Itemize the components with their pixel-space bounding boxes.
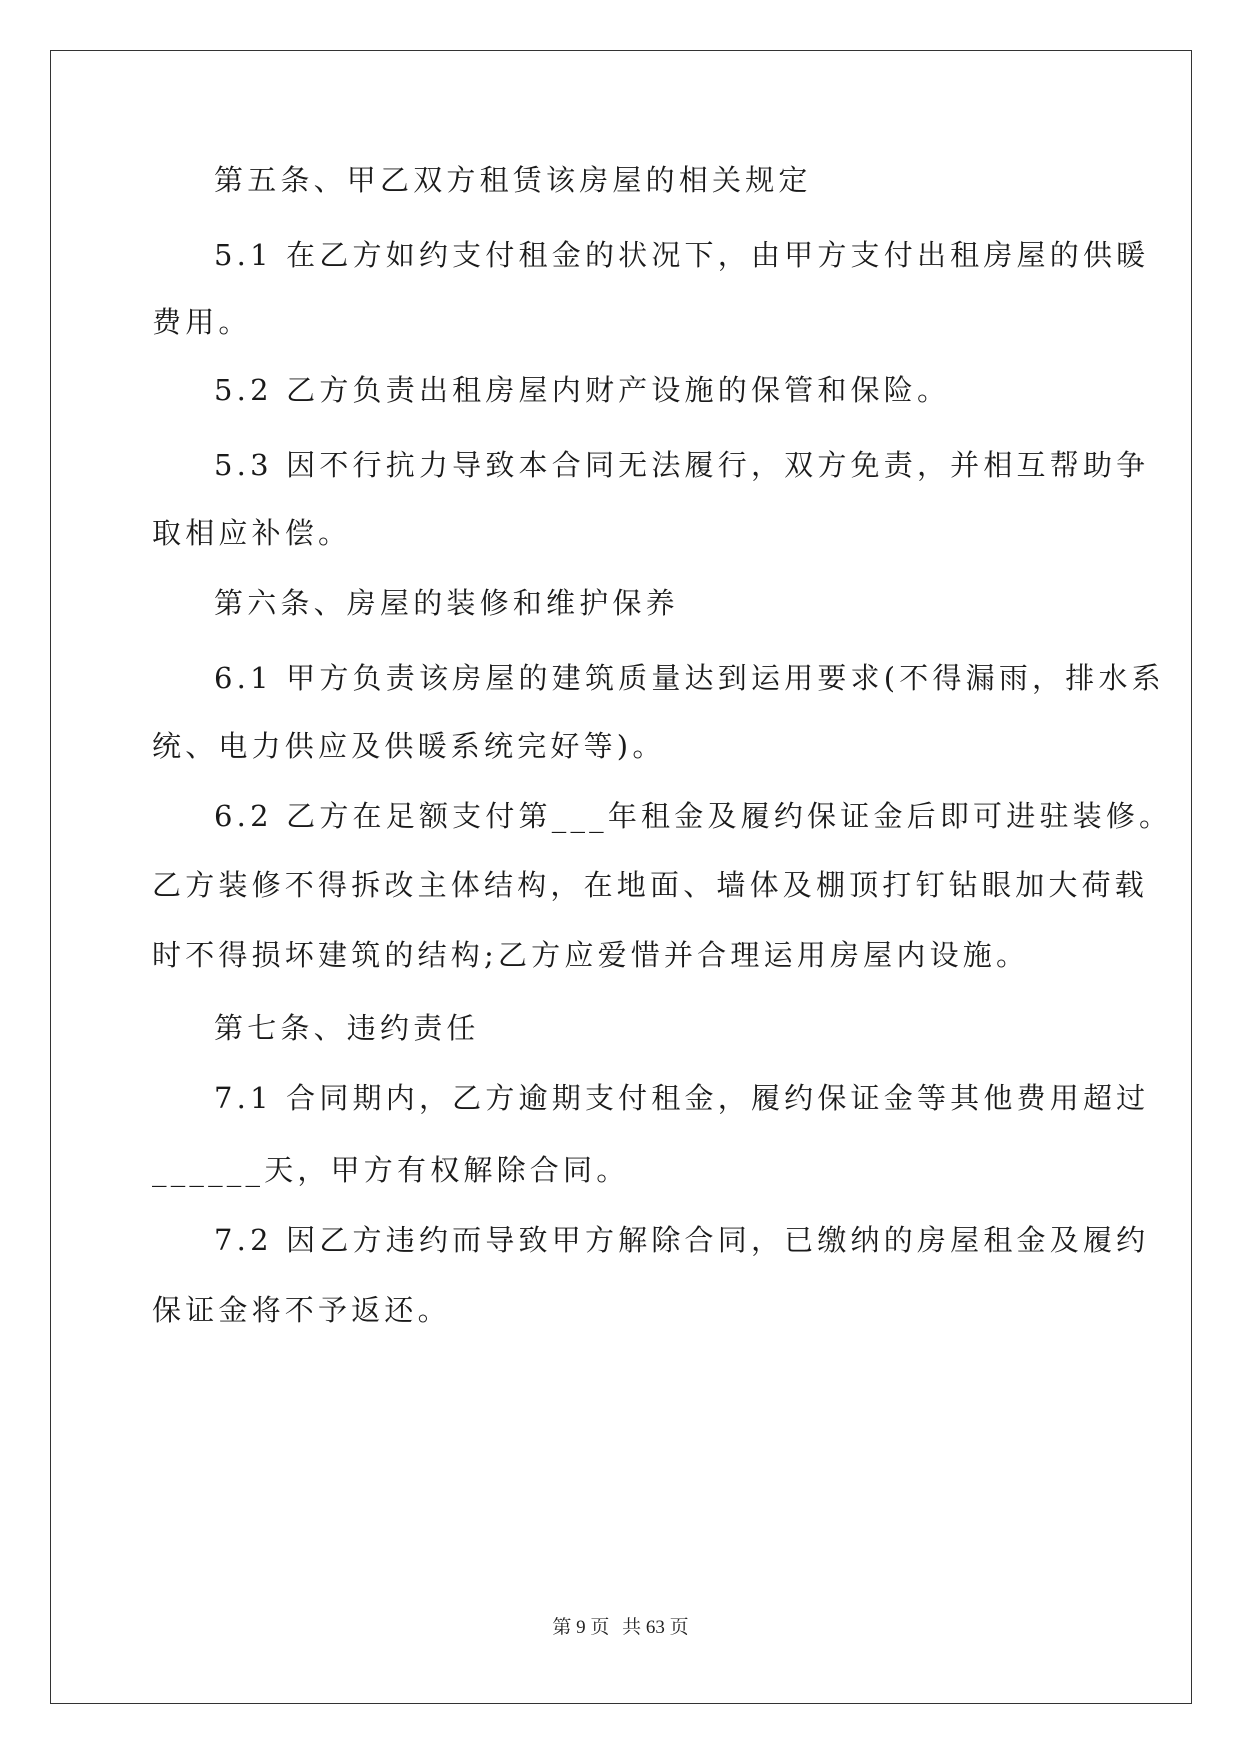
paragraph-line: 6.1 甲方负责该房屋的建筑质量达到运用要求(不得漏雨，排水系 (214, 661, 1165, 695)
paragraph-line: 5.2 乙方负责出租房屋内财产设施的保管和保险。 (214, 373, 951, 407)
paragraph-line: 乙方装修不得拆改主体结构，在地面、墙体及棚顶打钉钻眼加大荷载 (152, 868, 1149, 902)
paragraph-line: 7.2 因乙方违约而导致甲方解除合同，已缴纳的房屋租金及履约 (214, 1223, 1150, 1257)
paragraph-line: 保证金将不予返还。 (152, 1293, 451, 1327)
page-number: 第 9 页 (552, 1617, 610, 1638)
paragraph-line: 5.3 因不行抗力导致本合同无法履行，双方免责，并相互帮助争 (214, 448, 1150, 482)
paragraph-line: ______天，甲方有权解除合同。 (152, 1153, 630, 1187)
page-footer (0, 1612, 1241, 1639)
paragraph-line: 时不得损坏建筑的结构;乙方应爱惜并合理运用房屋内设施。 (152, 938, 1030, 972)
paragraph-line: 7.1 合同期内，乙方逾期支付租金，履约保证金等其他费用超过 (214, 1081, 1150, 1115)
paragraph-line: 6.2 乙方在足额支付第___年租金及履约保证金后即可进驻装修。 (214, 799, 1173, 833)
paragraph-line: 取相应补偿。 (152, 516, 352, 550)
paragraph-line: 费用。 (152, 305, 252, 339)
paragraph-line: 统、电力供应及供暖系统完好等)。 (152, 729, 666, 763)
heading-article-6: 第六条、房屋的装修和维护保养 (214, 586, 679, 620)
heading-article-5: 第五条、甲乙双方租赁该房屋的相关规定 (214, 163, 812, 197)
paragraph-line: 5.1 在乙方如约支付租金的状况下，由甲方支付出租房屋的供暖 (214, 238, 1150, 272)
heading-article-7: 第七条、违约责任 (214, 1011, 480, 1045)
page-total: 共 63 页 (622, 1617, 689, 1638)
